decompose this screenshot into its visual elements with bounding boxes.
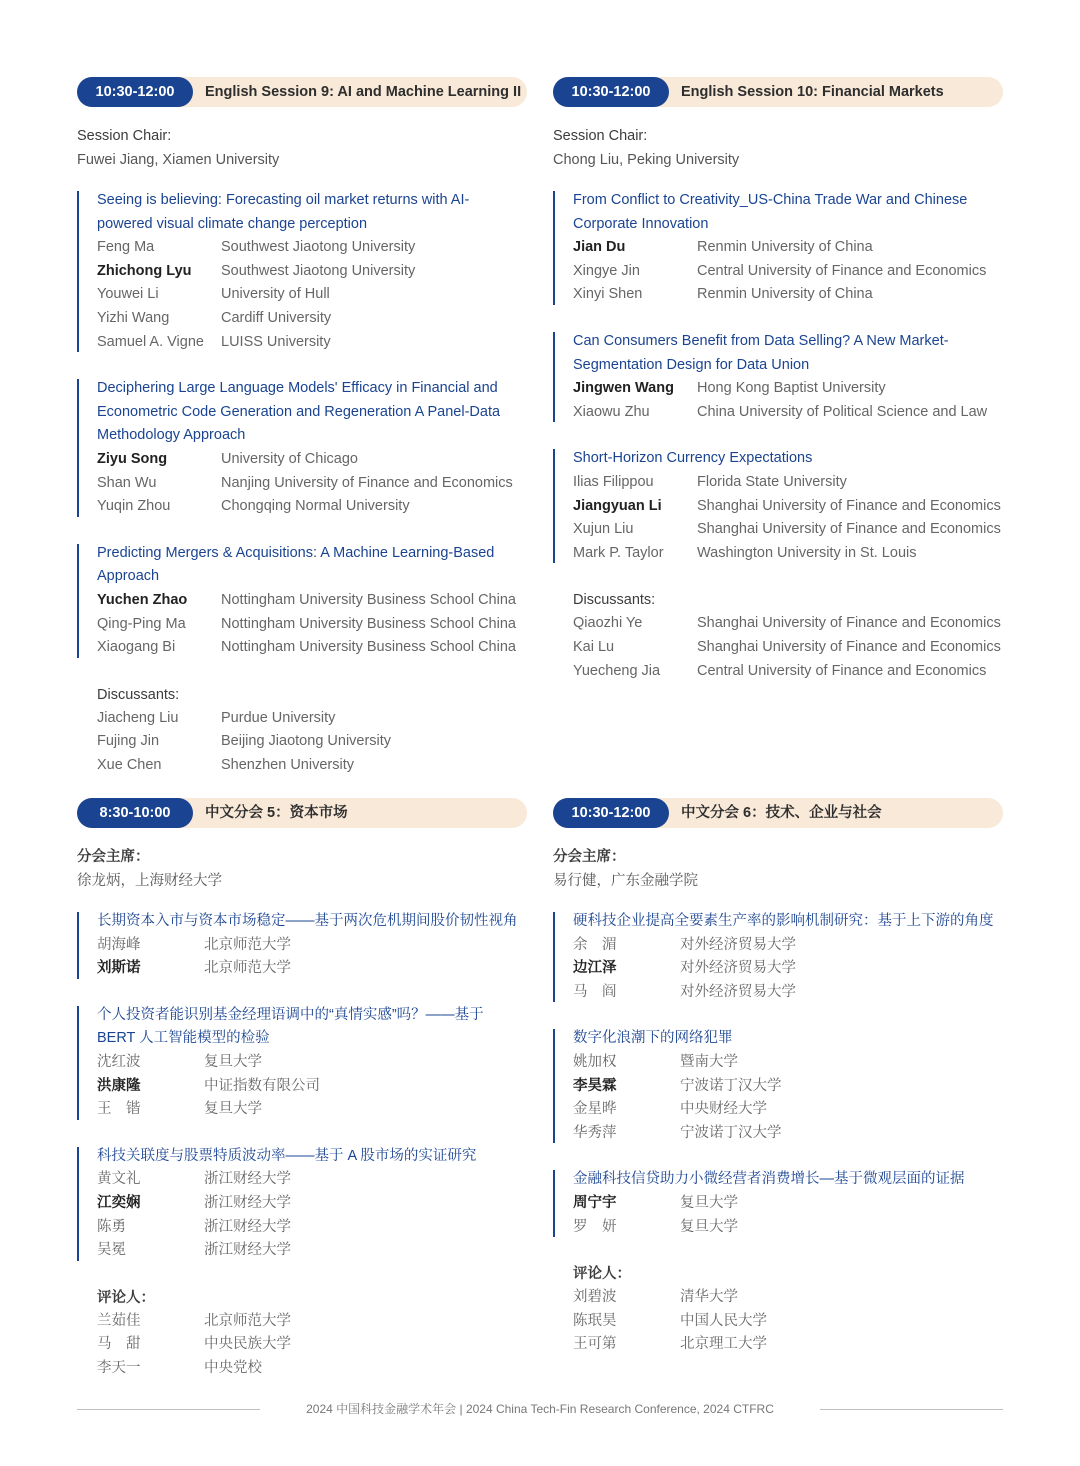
discussants-block [77,1286,527,1381]
discussant-affiliation: 中国人民大学 [680,1312,767,1329]
author-row [97,636,527,660]
session-english-10 [553,77,1003,683]
discussant-row [573,1310,1003,1334]
paper [553,330,1013,424]
author-affiliation: 对外经济贸易大学 [680,936,796,953]
discussant-name: Jiacheng Liu [97,709,179,726]
paper [553,1168,1023,1239]
author-name: 余 湄 [573,936,617,953]
discussant-row [573,1286,1003,1310]
discussants-block [77,683,527,778]
paper [553,447,1013,565]
author-row [573,981,1023,1005]
author-name: Ilias Filippou [573,473,654,490]
author-row-presenter [573,1075,1023,1099]
discussant-affiliation: 北京理工大学 [680,1336,767,1353]
session-time: 10:30-12:00 [77,77,193,107]
session-chair-label: 分会主席： [553,849,626,865]
discussant-row [97,754,527,778]
author-name: Mark P. Taylor [573,544,664,561]
author-row [573,260,1013,284]
author-name: Yuchen Zhao [97,591,188,608]
author-affiliation: 对外经济贸易大学 [680,983,796,1000]
author-name: 黄文礼 [97,1171,141,1188]
session-time: 8:30-10:00 [77,798,193,828]
author-row [97,283,527,307]
author-row [97,331,527,355]
author-affiliation: Southwest Jiaotong University [221,262,416,279]
paper-accent-bar [553,191,555,305]
discussant-affiliation: 北京师范大学 [204,1312,291,1329]
paper [553,910,1023,1004]
author-row-presenter [97,448,527,472]
paper-title: 数字化浪潮下的网络犯罪 [573,1030,733,1047]
session-chinese-5 [77,798,527,1381]
author-name: 洪康隆 [97,1077,141,1094]
author-affiliation: 中央财经大学 [680,1101,767,1118]
author-row [97,495,527,519]
author-affiliation: Renmin University of China [697,286,873,303]
author-name: Jian Du [573,239,626,256]
author-name: 华秀萍 [573,1124,617,1141]
author-name: Xinyi Shen [573,286,643,303]
discussant-row [573,1333,1003,1357]
page-footer [0,1398,1080,1420]
paper-accent-bar [553,332,555,422]
author-row [573,542,1013,566]
author-affiliation: Cardiff University [221,309,332,326]
paper-title: 个人投资者能识别基金经理语调中的“真情实感”吗？——基于 BERT 人工智能模型的检验 [97,1006,484,1047]
discussants-label: 评论人： [97,1289,155,1306]
author-name: Xujun Liu [573,521,634,538]
author-row [97,472,527,496]
author-name: Ziyu Song [97,450,168,467]
paper [77,1004,537,1122]
footer-text: 2024 中国科技金融学术年会 | 2024 China Tech-Fin Research Conference, 2024 CTFRC [306,1402,774,1416]
paper-title: 金融科技信贷助力小微经营者消费增长—基于微观层面的证据 [573,1171,965,1188]
author-affiliation: 复旦大学 [204,1101,262,1118]
author-row-presenter [97,957,537,981]
discussant-affiliation: Purdue University [221,709,336,726]
author-row [97,1098,537,1122]
author-name: Youwei Li [97,286,159,303]
author-affiliation: 复旦大学 [680,1194,738,1211]
discussant-row [97,1357,527,1381]
session-chair-name: Chong Liu, Peking University [553,152,740,168]
author-affiliation: 浙江财经大学 [204,1242,291,1259]
author-affiliation: Shanghai University of Finance and Economics [697,521,1001,538]
author-name: 李昊霖 [573,1077,617,1094]
discussant-row [573,660,1003,684]
paper-accent-bar [77,544,79,658]
author-row [573,1051,1023,1075]
author-row-presenter [97,589,527,613]
author-name: 江奕娴 [97,1194,141,1211]
author-affiliation: Renmin University of China [697,239,873,256]
discussant-affiliation: Shanghai University of Finance and Economics [697,615,1001,632]
author-row [97,1051,537,1075]
session-header [553,77,1003,107]
author-name: 马 阎 [573,983,617,1000]
paper-title: Predicting Mergers & Acquisitions: A Machine Learning-Based Approach [97,544,495,585]
author-affiliation: Nottingham University Business School China [221,591,516,608]
session-time: 10:30-12:00 [553,798,669,828]
author-row [573,401,1013,425]
discussant-affiliation: Central University of Finance and Economics [697,662,987,679]
author-affiliation: LUISS University [221,333,331,350]
discussant-row [97,1333,527,1357]
paper-title: Can Consumers Benefit from Data Selling? A New Market-Segmentation Design for Data Union [573,332,949,373]
author-name: Yizhi Wang [97,309,170,326]
discussant-row [97,1310,527,1334]
paper-title: 硬科技企业提高全要素生产率的影响机制研究：基于上下游的角度 [573,913,994,929]
author-name: 罗 妍 [573,1218,617,1235]
session-time: 10:30-12:00 [553,77,669,107]
discussant-affiliation: Beijing Jiaotong University [221,733,392,750]
author-row-presenter [573,957,1023,981]
author-affiliation: 浙江财经大学 [204,1194,291,1211]
author-affiliation: 复旦大学 [680,1218,738,1235]
author-row-presenter [97,1075,537,1099]
session-chair-name: Fuwei Jiang, Xiamen University [77,152,280,168]
session-title: 中文分会 6：技术、企业与社会 [681,805,882,821]
author-affiliation: 对外经济贸易大学 [680,960,796,977]
discussants-block [553,588,1003,683]
paper-accent-bar [77,379,79,517]
author-affiliation: 复旦大学 [204,1053,262,1070]
author-name: 沈红波 [97,1053,141,1070]
paper-accent-bar [77,1147,79,1261]
author-name: Zhichong Lyu [97,262,192,279]
paper-title: 长期资本入市与资本市场稳定——基于两次危机期间股价韧性视角 [97,913,518,929]
discussant-row [573,636,1003,660]
session-title: English Session 10: Financial Markets [681,84,944,100]
discussant-affiliation: 中央民族大学 [204,1336,291,1353]
author-name: Shan Wu [97,474,157,491]
discussant-row [97,707,527,731]
author-row [573,1216,1023,1240]
paper [77,542,527,660]
author-name: Jingwen Wang [573,380,674,397]
author-row [97,613,527,637]
session-chair-label: Session Chair: [77,128,172,144]
author-affiliation: 宁波诺丁汉大学 [680,1124,782,1141]
author-affiliation: 暨南大学 [680,1053,738,1070]
author-name: 边江泽 [573,960,617,977]
paper [553,1027,1023,1145]
author-name: 吴冕 [97,1242,126,1259]
paper-accent-bar [553,1029,555,1143]
discussant-name: 马 甜 [97,1336,141,1353]
author-row [573,471,1013,495]
author-row-presenter [97,1192,537,1216]
author-name: Qing-Ping Ma [97,615,186,632]
discussant-affiliation: 中央党校 [204,1359,262,1376]
discussant-name: Yuecheng Jia [573,662,661,679]
discussant-affiliation: 清华大学 [680,1289,738,1306]
author-row [573,1122,1023,1146]
author-row [573,1098,1023,1122]
discussant-row [573,612,1003,636]
author-affiliation: Nanjing University of Finance and Economics [221,474,513,491]
author-name: Jiangyuan Li [573,497,662,514]
author-affiliation: Washington University in St. Louis [697,544,917,561]
author-affiliation: 中证指数有限公司 [204,1077,320,1094]
author-affiliation: Chongqing Normal University [221,498,410,515]
author-name: Xingye Jin [573,262,640,279]
paper-title: 科技关联度与股票特质波动率——基于 A 股市场的实证研究 [97,1147,477,1164]
author-affiliation: Southwest Jiaotong University [221,239,416,256]
author-row-presenter [573,495,1013,519]
discussant-name: 兰茹佳 [97,1312,141,1329]
paper-title: Deciphering Large Language Models' Efficacy in Financial and Econometric Code Generation and Regeneration A Panel-Data Methodology Approach [97,380,501,444]
discussants-block [553,1262,1003,1357]
discussant-name: 王可第 [573,1336,617,1353]
session-chair-label: Session Chair: [553,128,648,144]
author-affiliation: Central University of Finance and Economics [697,262,987,279]
author-affiliation: 北京师范大学 [204,936,291,953]
session-title: 中文分会 5：资本市场 [205,805,348,821]
author-affiliation: 宁波诺丁汉大学 [680,1077,782,1094]
footer-rule-right [820,1409,1003,1410]
session-header [77,798,527,828]
discussants-label: Discussants: [573,592,656,609]
session-chinese-6 [553,798,1003,1357]
author-affiliation: Shanghai University of Finance and Economics [697,497,1001,514]
discussant-name: 陈珉昊 [573,1312,617,1329]
author-name: Xiaogang Bi [97,639,176,656]
author-affiliation: Nottingham University Business School China [221,615,516,632]
session-chair-name: 易行健，广东金融学院 [553,873,698,889]
author-name: 姚加权 [573,1053,617,1070]
paper [77,910,537,981]
paper [77,1145,537,1263]
author-affiliation: 北京师范大学 [204,960,291,977]
author-row-presenter [573,1192,1023,1216]
paper-title: Seeing is believing: Forecasting oil market returns with AI-powered visual climate change perception [97,192,470,232]
author-name: Samuel A. Vigne [97,333,204,350]
discussant-row [97,730,527,754]
author-name: 胡海峰 [97,936,141,953]
author-name: 周宁宇 [573,1194,617,1211]
paper [77,377,527,519]
author-row-presenter [97,260,527,284]
author-name: Xiaowu Zhu [573,403,650,420]
author-row [97,1239,537,1263]
discussant-name: Fujing Jin [97,733,160,750]
author-row-presenter [573,236,1013,260]
author-affiliation: Florida State University [697,473,847,490]
author-name: Yuqin Zhou [97,498,171,515]
discussant-affiliation: Shanghai University of Finance and Economics [697,638,1001,655]
paper-accent-bar [553,1170,555,1237]
author-row [97,934,537,958]
paper [553,189,1013,307]
session-chair-label: 分会主席： [77,849,150,865]
author-affiliation: China University of Political Science and Law [697,403,988,420]
author-row [97,307,527,331]
paper-accent-bar [77,191,79,352]
author-row [97,1168,537,1192]
discussant-affiliation: Shenzhen University [221,756,354,773]
session-chair-name: 徐龙炳，上海财经大学 [77,873,222,889]
author-affiliation: Nottingham University Business School China [221,639,516,656]
author-affiliation: 浙江财经大学 [204,1171,291,1188]
author-row [97,1216,537,1240]
author-name: 王 锴 [97,1101,141,1118]
session-header [77,77,527,107]
author-row [97,236,527,260]
author-affiliation: Hong Kong Baptist University [697,380,886,397]
author-affiliation: University of Hull [221,286,330,303]
discussant-name: 李天一 [97,1359,141,1376]
discussant-name: Qiaozhi Ye [573,615,643,632]
discussants-label: 评论人： [573,1266,631,1283]
author-row-presenter [573,377,1013,401]
author-name: 刘斯诺 [97,960,141,977]
discussant-name: Xue Chen [97,756,162,773]
paper-title: From Conflict to Creativity_US-China Trade War and Chinese Corporate Innovation [573,192,968,232]
session-header [553,798,1003,828]
paper-accent-bar [553,449,555,563]
author-affiliation: 浙江财经大学 [204,1218,291,1235]
session-english-9 [77,77,527,777]
author-row [573,283,1013,307]
paper [77,189,527,354]
author-name: 陈勇 [97,1218,126,1235]
session-title: English Session 9: AI and Machine Learning II [205,84,522,100]
author-row [573,934,1023,958]
paper-accent-bar [77,912,79,979]
author-row [573,518,1013,542]
paper-title: Short-Horizon Currency Expectations [573,450,813,467]
paper-accent-bar [553,912,555,1002]
author-name: 金星晔 [573,1101,617,1118]
discussant-name: Kai Lu [573,638,615,655]
author-name: Feng Ma [97,239,155,256]
author-affiliation: University of Chicago [221,450,358,467]
discussant-name: 刘碧波 [573,1289,617,1306]
discussants-label: Discussants: [97,686,180,703]
paper-accent-bar [77,1006,79,1120]
